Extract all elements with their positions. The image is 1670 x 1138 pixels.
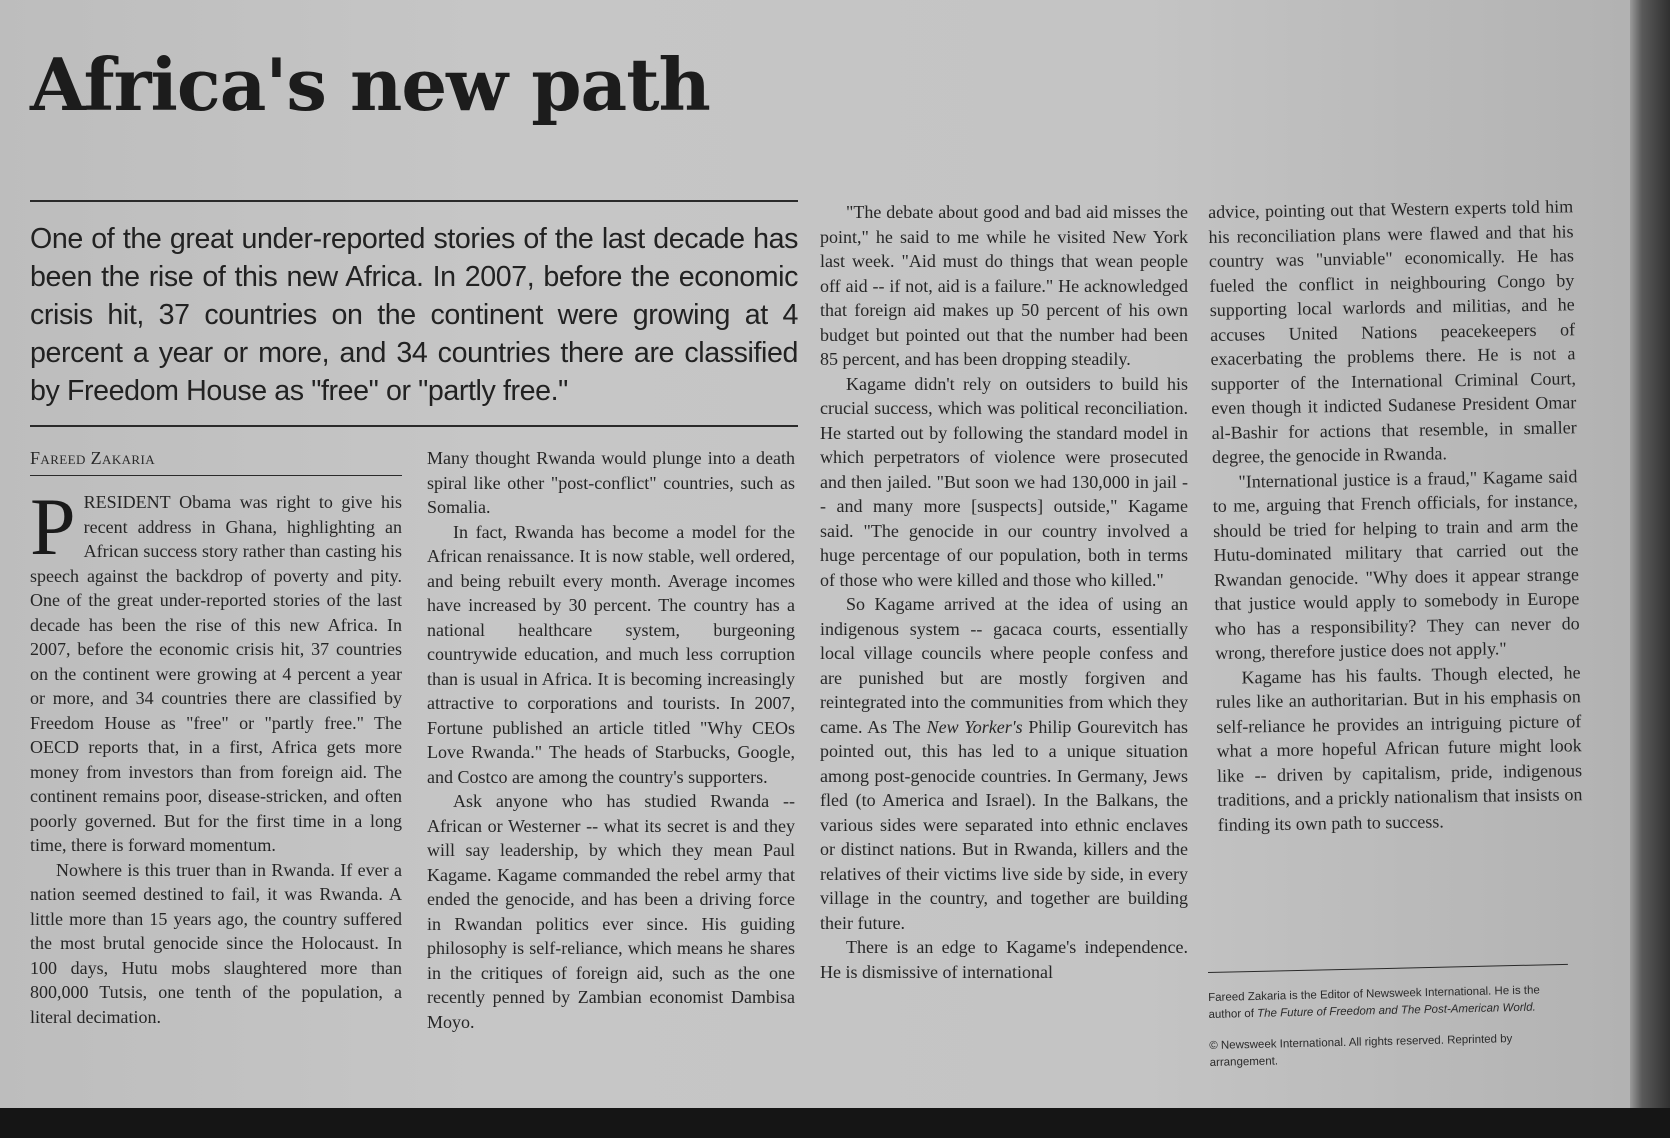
byline-rule bbox=[30, 475, 402, 476]
paragraph: Many thought Rwanda would plunge into a death spiral like other "post-conflict" countries, such as Somalia. bbox=[427, 448, 795, 517]
author-bio-text: Fareed Zakaria is the Editor of Newsweek International. He is the author of bbox=[1208, 984, 1540, 1021]
article-column-3 bbox=[820, 200, 1188, 984]
paragraph: There is an edge to Kagame's independence. He is dismissive of international bbox=[820, 937, 1188, 982]
paragraph: "The debate about good and bad aid misses the point," he said to me while he visited New York last week. "Aid must do things that wean people off aid -- if not, aid is a failure." He acknowledged that foreign aid makes up 50 percent of his own budget but pointed out that the number had been 85 percent, and has been dropping steadily. bbox=[820, 202, 1188, 369]
paragraph: advice, pointing out that Western experts told him his reconciliation plans were flawed and that his country was "unviable" economically. He has fueled the conflict in neighbouring Congo by supporting local warlords and militias, and he accuses United Nations peacekeepers of exacerbating the problems there. He is not a supporter of the International Criminal Court, even though it indicted Sudanese President Omar al-Bashir for actions that resemble, in smaller degree, the genocide in Rwanda. bbox=[1208, 196, 1577, 467]
paragraph bbox=[30, 481, 402, 858]
paragraph bbox=[820, 592, 1188, 935]
paragraph: Ask anyone who has studied Rwanda -- African or Westerner -- what its secret is and they will say leadership, by which they mean Paul Kagame. Kagame commanded the rebel army that ended the genocide, and has been a driving force in Rwandan politics ever since. His guiding philosophy is self-reliance, which means he shares in the critiques of foreign aid, such as the one recently penned by Zambian economist Dambisa Moyo. bbox=[427, 791, 795, 1032]
endnote-rule bbox=[1208, 964, 1568, 973]
paragraph: Kagame has his faults. Though elected, he rules like an authoritarian. But in his emphasis on self-reliance he provides an intriguing picture of what a more hopeful African future might look like -- driven by capitalism, pride, indigenous traditions, and a prickly nationalism that insists on finding its own path to success. bbox=[1215, 661, 1583, 835]
paragraph: In fact, Rwanda has become a model for the African renaissance. It is now stable, well ordered, and being rebuilt every month. Average incomes have increased by 30 percent. The country has a national healthcare system, burgeoning countrywide education, and much less corruption than is usual in Africa. It is becoming increasingly attractive to corporations and tourists. In 2007, Fortune published an article titled "Why CEOs Love Rwanda." The heads of Starbucks, Google, and Costco are among the country's supporters. bbox=[427, 521, 795, 787]
headline: Africa's new path bbox=[30, 42, 710, 127]
article-column-4 bbox=[1208, 194, 1583, 837]
deck-summary: One of the great under-reported stories of the last decade has been the rise of this new Africa. In 2007, before the economic crisis hit, 37 countries on the continent were growing at 4 percent a year or more, and 34 countries there are classified by Freedom House as "free" or "partly free." bbox=[30, 223, 798, 407]
article-column-1 bbox=[30, 481, 402, 1029]
paragraph-text: Obama was right to give his recent address in Ghana, highlighting an African success story rather than casting his speech against the backdrop of poverty and pity. One of the great under-reported stories of the last decade has been the rise of this new Africa. In 2007, before the economic crisis hit, 37 countries on the continent were growing at 4 percent a year or more, and 34 countries there are classified by Freedom House as "free" or "partly free." The OECD reports that, in a first, Africa gets more money from investors than from foreign aid. The continent remains poor, disease-stricken, and often poorly governed. But for the first time in a long time, there is forward momentum. bbox=[30, 492, 402, 855]
paragraph: Kagame didn't rely on outsiders to build his crucial success, which was political reconciliation. He started out by following the standard model in which perpetrators of violence were prosecuted and then jailed. "But soon we had 130,000 in jail -- and many more [suspects] outside," Kagame said. "The genocide in our country involved a huge percentage of our population, both in terms of those who were killed and those who killed." bbox=[820, 373, 1188, 590]
deck-bottom-rule bbox=[30, 425, 798, 427]
deck-top-rule bbox=[30, 200, 798, 202]
publication-name: New Yorker's bbox=[926, 716, 1023, 737]
author-endnote bbox=[1208, 982, 1570, 1086]
scan-bottom-edge bbox=[0, 1108, 1670, 1138]
paragraph: "International justice is a fraud," Kagame said to me, arguing that French officials, for instance, should be tried for helping to train and arm the Hutu-dominated military that carried out the Rwandan genocide. "Why does it appear strange that justice would apply to somebody in Europe who has a responsibility? They can never do wrong, therefore justice does not apply." bbox=[1212, 465, 1580, 663]
author-bio bbox=[1208, 982, 1569, 1024]
page-gutter bbox=[1630, 0, 1670, 1138]
paragraph-text: So Kagame arrived at the idea of using an indigenous system -- gacaca courts, essentially local village councils where people confess and are punished but are mostly forgiven and reintegrated into the communities from which they came. As The bbox=[820, 594, 1188, 737]
paragraph: Nowhere is this truer than in Rwanda. If ever a nation seemed destined to fail, it was Rwanda. A little more than 15 years ago, the country suffered the most brutal genocide since the Holocaust. In 100 days, Hutu mobs slaughtered more than 800,000 Tutsis, one tenth of the population, a literal decimation. bbox=[30, 859, 402, 1027]
byline: Fareed Zakaria bbox=[30, 448, 155, 468]
copyright-notice: © Newsweek International. All rights reserved. Reprinted by arrangement. bbox=[1209, 1033, 1513, 1069]
paragraph-text: Philip Gourevitch has pointed out, this has led to a unique situation among post-genocide countries. In Germany, Jews fled (to America and Israel). In the Balkans, the various sides were separated into ethnic enclaves or distinct nations. But in Rwanda, killers and the relatives of their victims live side by side, in every village in the country, and together are building their future. bbox=[820, 716, 1189, 933]
article-column-2 bbox=[427, 446, 795, 1034]
lead-in: RESIDENT bbox=[83, 492, 171, 512]
book-titles: The Future of Freedom and The Post-American World. bbox=[1257, 1001, 1536, 1020]
drop-cap: P bbox=[30, 481, 76, 572]
